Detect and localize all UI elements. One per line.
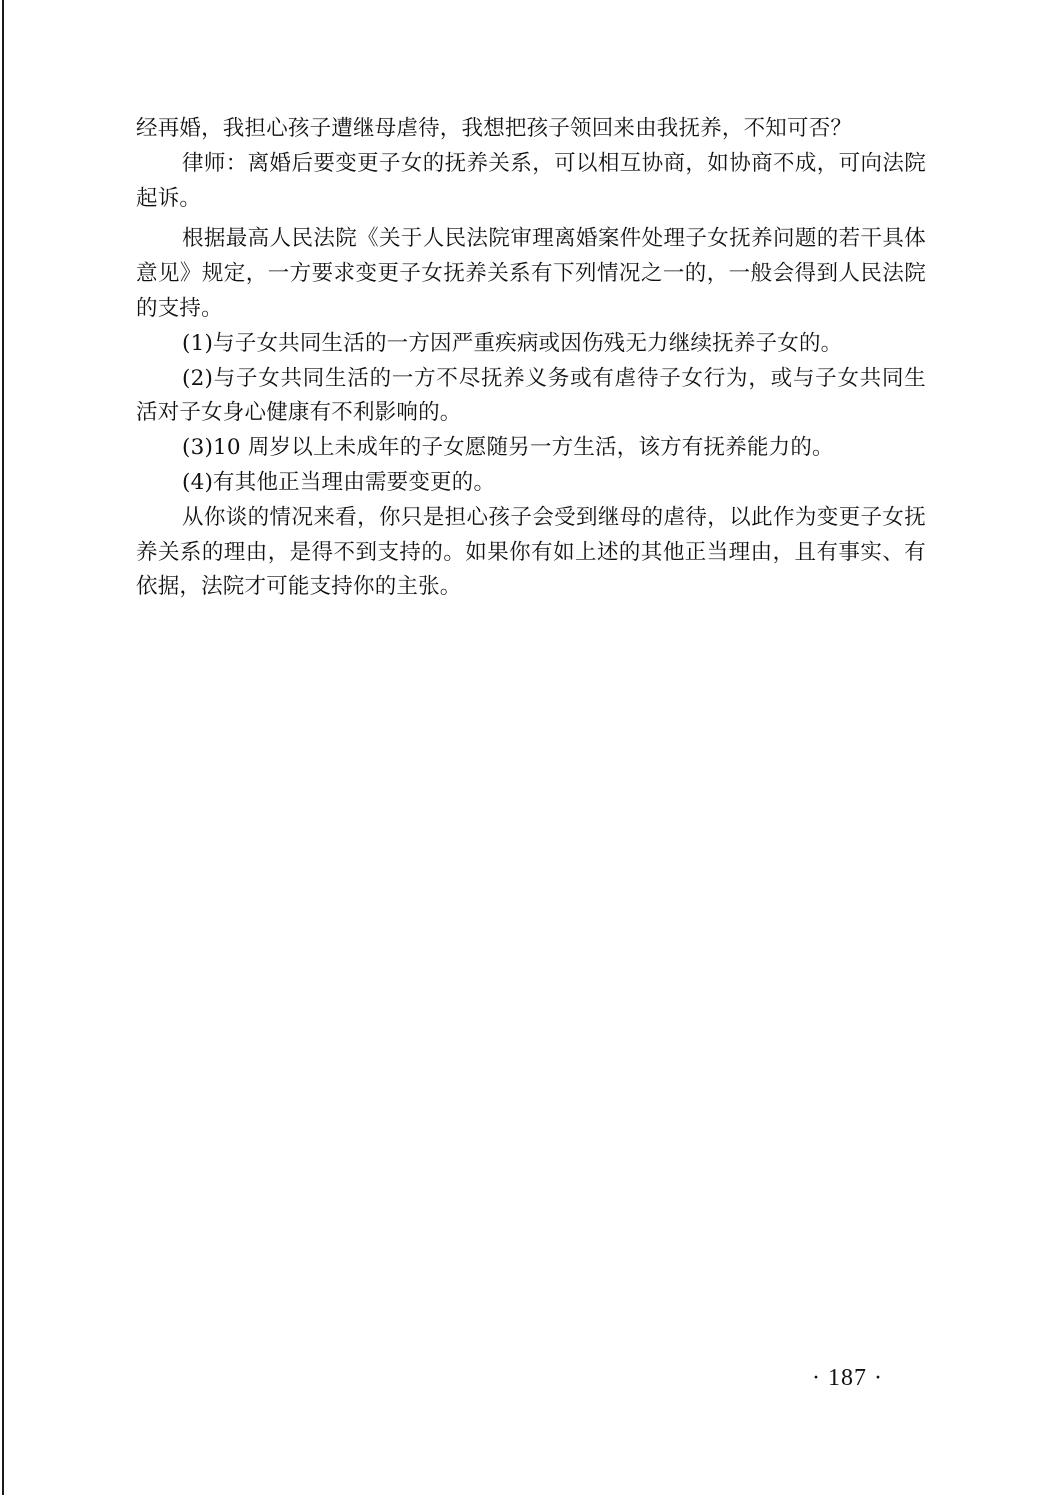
paragraph-legal-basis: 根据最高人民法院《关于人民法院审理离婚案件处理子女抚养问题的若干具体意见》规定，一方要求变更子女抚养关系有下列情况之一的，一般会得到人民法院的支持。 — [136, 226, 926, 321]
page-number: · 187 · — [812, 1365, 883, 1391]
body-text — [136, 112, 926, 605]
page-edge-rule — [2, 0, 4, 1495]
paragraph-question-continued: 经再婚，我担心孩子遭继母虐待，我想把孩子领回来由我抚养，不知可否？ — [136, 116, 853, 141]
paragraph-lawyer-answer: 律师：离婚后要变更子女的抚养关系，可以相互协商，如协商不成，可向法院起诉。 — [136, 150, 926, 211]
list-item-condition-1: (1)与子女共同生活的一方因严重疾病或因伤残无力继续抚养子女的。 — [182, 330, 843, 356]
list-item-condition-4: (4)有其他正当理由需要变更的。 — [182, 469, 496, 495]
paragraph-conclusion: 从你谈的情况来看，你只是担心孩子会受到继母的虐待，以此作为变更子女抚养关系的理由，是得不到支持的。如果你有如上述的其他正当理由，且有事实、有依据，法院才可能支持你的主张。 — [136, 504, 926, 600]
list-item-condition-3: (3)10 周岁以上未成年的子女愿随另一方生活，该方有抚养能力的。 — [182, 435, 834, 461]
list-item-condition-2: (2)与子女共同生活的一方不尽抚养义务或有虐待子女行为，或与子女共同生活对子女身心健康有不利影响的。 — [136, 365, 926, 426]
